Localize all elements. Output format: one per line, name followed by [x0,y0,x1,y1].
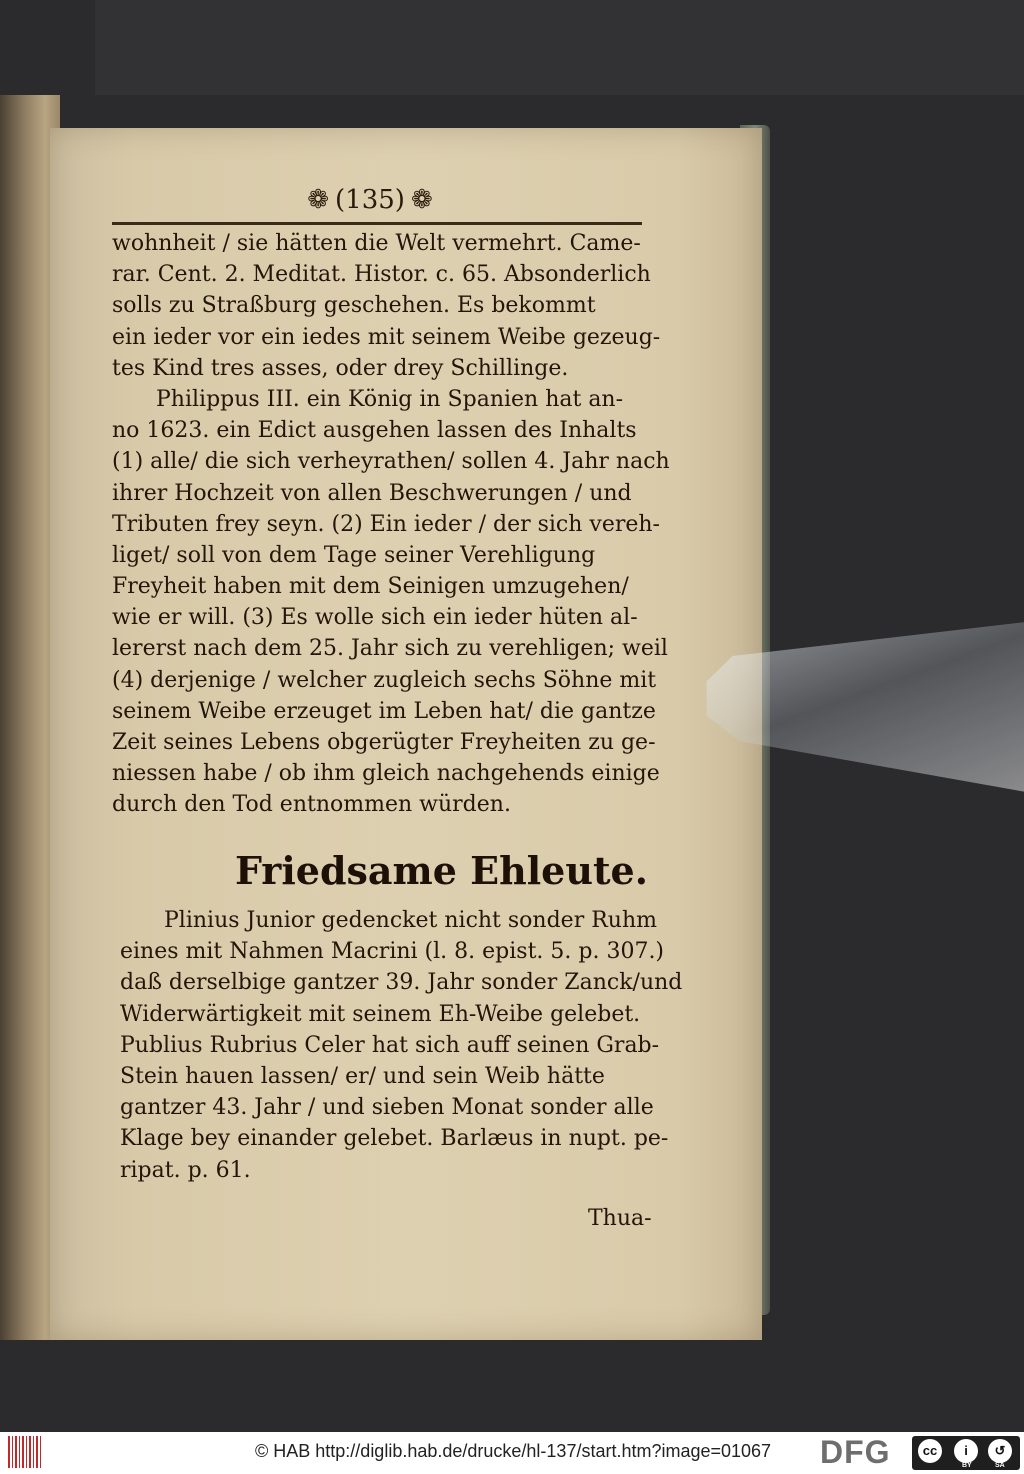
body-text [112,228,670,821]
text-line: liget/ soll von dem Tage seiner Verehligung [112,542,596,568]
text-line: eines mit Nahmen Macrini (l. 8. epist. 5. p. 307.) [120,939,665,965]
ornament-right-icon: ❁ [410,185,433,215]
text-line: Philippus III. ein König in Spanien hat an- [156,386,624,412]
by-attribution-icon: i [954,1439,978,1463]
text-line: lererst nach dem 25. Jahr sich zu verehligen; weil [112,636,668,662]
text-line: gantzer 43. Jahr / und sieben Monat sonder alle [120,1095,654,1121]
text-line: wohnheit / sie hätten die Welt vermehrt. Came- [112,231,641,256]
text-line: Tributen frey seyn. (2) Ein ieder / der sich vereh- [112,511,660,537]
text-line: no 1623. ein Edict ausgehen lassen des Inhalts [112,418,637,444]
text-line: Plinius Junior gedencket nicht sonder Ruhm [164,908,657,933]
text-line: (1) alle/ die sich verheyrathen/ sollen 4. Jahr nach [112,449,670,475]
text-line: tes Kind tres asses, oder drey Schillinge. [112,355,569,381]
text-line: Klage bey einander gelebet. Barlæus in nupt. pe- [120,1126,669,1152]
cc-license-badge[interactable] [912,1436,1020,1470]
text-line: Freyheit haben mit dem Seinigen umzugehen/ [112,574,629,600]
text-line: rar. Cent. 2. Meditat. Histor. c. 65. Absonderlich [112,262,651,288]
text-line: ihrer Hochzeit von allen Beschwerungen / und [112,480,632,506]
text-line: wie er will. (3) Es wolle sich ein ieder hüten al- [112,605,638,631]
backdrop [95,0,1024,95]
body-text-section [120,905,683,1186]
copyright-credit[interactable]: © HAB http://diglib.hab.de/drucke/hl-137/start.htm?image=01067 [255,1441,772,1461]
text-line: (4) derjenige / welcher zugleich sechs Söhne mit [112,667,657,693]
text-line: seinem Weibe erzeuget im Leben hat/ die gantze [112,698,656,724]
share-alike-icon: ↺ [988,1439,1012,1463]
text-line: ripat. p. 61. [120,1157,251,1183]
sa-label: SA [995,1462,1005,1469]
dfg-logo: DFG [820,1434,891,1470]
section-heading: Friedsame Ehleute. [235,848,648,893]
ornament-left-icon: ❁ [307,185,330,215]
text-line: Stein hauen lassen/ er/ und sein Weib hätte [120,1063,605,1089]
text-line: niessen habe / ob ihm gleich nachgehends einige [112,761,660,787]
header-rule [112,222,642,225]
library-barcode-icon [8,1436,42,1468]
text-line: Zeit seines Lebens obgerügter Freyheiten zu ge- [112,730,656,755]
text-line: solls zu Straßburg geschehen. Es bekommt [112,293,596,319]
by-label: BY [962,1462,972,1469]
text-line: ein ieder vor ein iedes mit seinem Weibe gezeug- [112,324,661,350]
running-head [290,185,450,225]
catchword: Thua- [588,1206,652,1231]
text-line: Publius Rubrius Celer hat sich auff seinen Grab- [120,1032,660,1058]
text-line: daß derselbige gantzer 39. Jahr sonder Zanck/und [120,970,683,996]
page-number: (135) [335,185,405,215]
cc-icon: cc [918,1439,942,1463]
text-line: durch den Tod entnommen würden. [112,792,511,818]
text-line: Widerwärtigkeit mit seinem Eh-Weibe gelebet. [120,1001,641,1027]
